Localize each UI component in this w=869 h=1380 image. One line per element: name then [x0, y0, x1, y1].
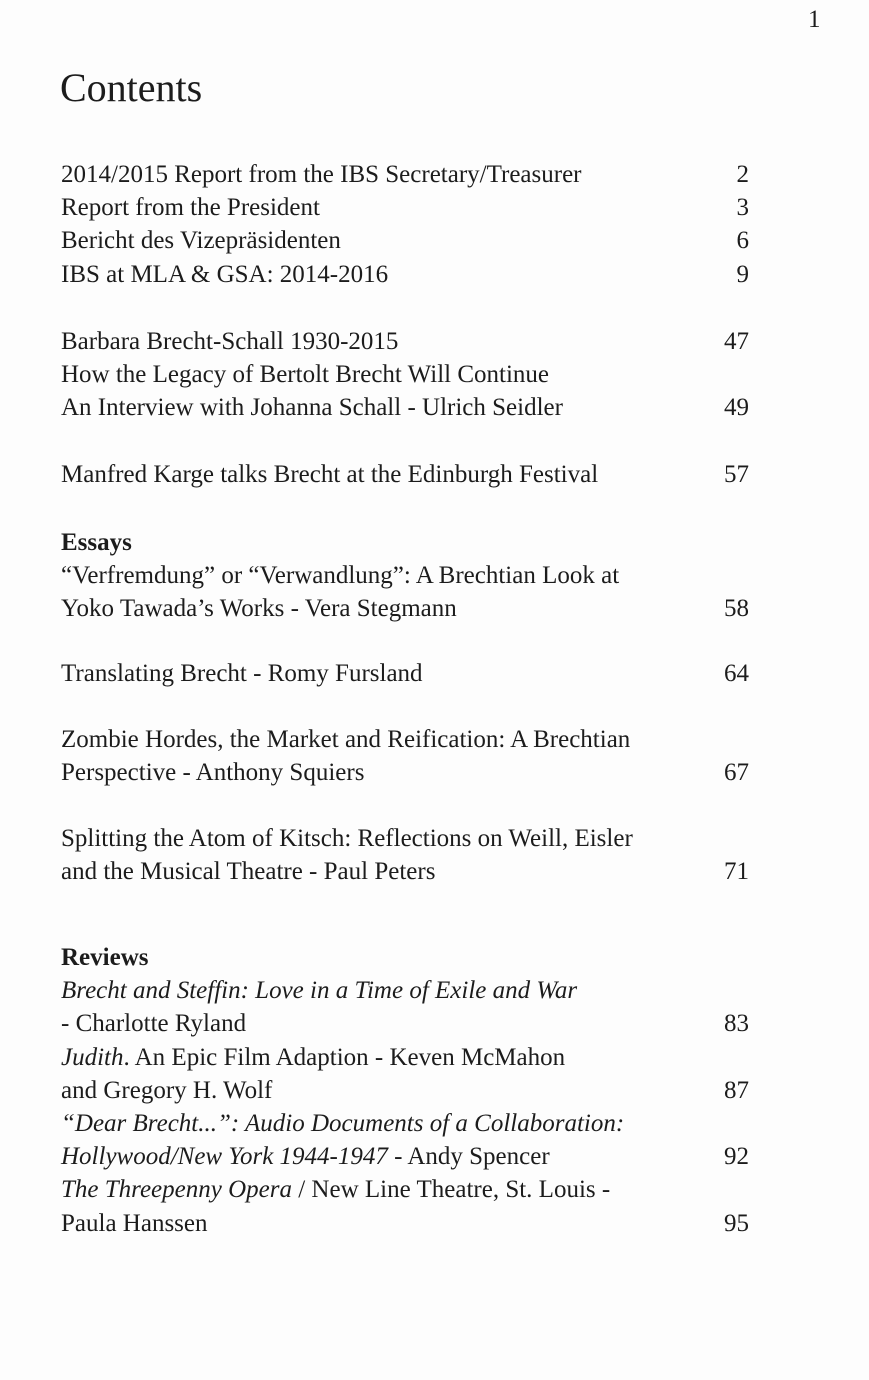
review-author-line — [61, 1207, 751, 1240]
toc-entry-line2 — [61, 855, 751, 888]
toc-entry — [61, 258, 751, 291]
toc-group-reports — [61, 158, 751, 291]
review-author: - Charlotte Ryland — [61, 1010, 247, 1038]
toc-entry-page: 71 — [724, 858, 749, 886]
toc-group-karge — [61, 458, 751, 491]
toc-entry — [61, 224, 751, 257]
toc-entry — [61, 325, 751, 358]
toc-entry-title: Splitting the Atom of Kitsch: Reflections on Weill, Eisler — [61, 825, 633, 852]
toc-entry-title: Translating Brecht - Romy Fursland — [61, 660, 423, 687]
review-title: Judith — [61, 1043, 124, 1071]
essay-entry — [61, 822, 751, 888]
toc-entry — [61, 458, 751, 491]
essay-entry — [61, 723, 751, 789]
toc-entry-page: 2 — [736, 161, 749, 188]
toc-entry-line2 — [61, 756, 751, 789]
toc-entry-page: 58 — [724, 595, 749, 623]
toc-entry-page: 9 — [736, 260, 749, 288]
toc-entry — [61, 158, 751, 191]
essays-section — [61, 526, 751, 626]
toc-entry-page: 95 — [724, 1209, 749, 1237]
toc-entry — [61, 358, 751, 391]
toc-entry-title: Bericht des Vizepräsidenten — [61, 227, 341, 255]
review-title: Brecht and Steffin: Love in a Time of Exile and War — [61, 977, 578, 1005]
review-title-line — [61, 1041, 751, 1074]
toc-entry-author: Yoko Tawada’s Works - Vera Stegmann — [61, 595, 457, 623]
toc-entry-line1 — [61, 559, 751, 592]
review-author-line — [61, 1074, 751, 1107]
toc-entry-line2 — [61, 592, 751, 625]
toc-entry-page: 87 — [724, 1076, 749, 1104]
essay-entry — [61, 657, 751, 690]
review-title-line — [61, 1107, 751, 1140]
toc-entry-title: Manfred Karge talks Brecht at the Edinburgh Festival — [61, 461, 599, 488]
page-title: Contents — [60, 65, 203, 110]
review-title-line — [61, 1173, 751, 1206]
toc-entry-title: How the Legacy of Bertolt Brecht Will Continue — [61, 361, 550, 389]
review-author: Paula Hanssen — [61, 1209, 208, 1237]
toc-entry — [61, 391, 751, 424]
toc-entry-page: 49 — [724, 394, 749, 422]
toc-entry — [61, 191, 751, 224]
review-subtitle: . An Epic Film Adaption - Keven McMahon — [123, 1043, 566, 1071]
review-title: The Threepenny Opera — [61, 1176, 292, 1204]
toc-entry-page: 6 — [736, 227, 749, 255]
review-title: “Dear Brecht...”: Audio Documents of a Collaboration: — [61, 1109, 625, 1137]
toc-entry-page: 57 — [724, 461, 749, 488]
toc-entry-page: 92 — [724, 1143, 749, 1171]
essays-heading: Essays — [61, 529, 132, 556]
toc-entry-page: 83 — [724, 1010, 749, 1038]
review-title-continued: Hollywood/New York 1944-1947 — [61, 1143, 388, 1171]
review-title-line — [61, 974, 751, 1007]
toc-entry-title: IBS at MLA & GSA: 2014-2016 — [61, 260, 389, 288]
toc-entry-author: Perspective - Anthony Squiers — [61, 759, 365, 787]
toc-entry — [61, 657, 751, 690]
toc-entry-title: Zombie Hordes, the Market and Reification: A Brechtian — [61, 726, 631, 753]
reviews-heading: Reviews — [61, 944, 149, 971]
toc-entry-title: “Verfremdung” or “Verwandlung”: A Brechtian Look at — [61, 562, 620, 590]
toc-entry-title: Report from the President — [61, 194, 320, 222]
toc-entry-page: 47 — [724, 328, 749, 355]
review-author-line — [61, 1140, 751, 1173]
toc-entry-title: 2014/2015 Report from the IBS Secretary/Treasurer — [61, 161, 582, 188]
toc-entry-title: An Interview with Johanna Schall - Ulrich Seidler — [61, 394, 563, 422]
review-subtitle: / New Line Theatre, St. Louis - — [291, 1176, 611, 1204]
review-author-line — [61, 1007, 751, 1040]
toc-entry-page: 3 — [736, 194, 749, 222]
toc-group-barbara — [61, 325, 751, 425]
review-author: and Gregory H. Wolf — [61, 1076, 273, 1104]
reviews-section — [61, 941, 751, 1240]
toc-entry-page: 64 — [724, 660, 749, 687]
review-author: - Andy Spencer — [387, 1143, 550, 1171]
toc-entry-page: 67 — [724, 759, 749, 787]
toc-entry-line1 — [61, 822, 751, 855]
page-number: 1 — [808, 6, 821, 33]
toc-entry-author: and the Musical Theatre - Paul Peters — [61, 858, 436, 886]
toc-entry-line1 — [61, 723, 751, 756]
toc-entry-title: Barbara Brecht-Schall 1930-2015 — [61, 328, 399, 355]
